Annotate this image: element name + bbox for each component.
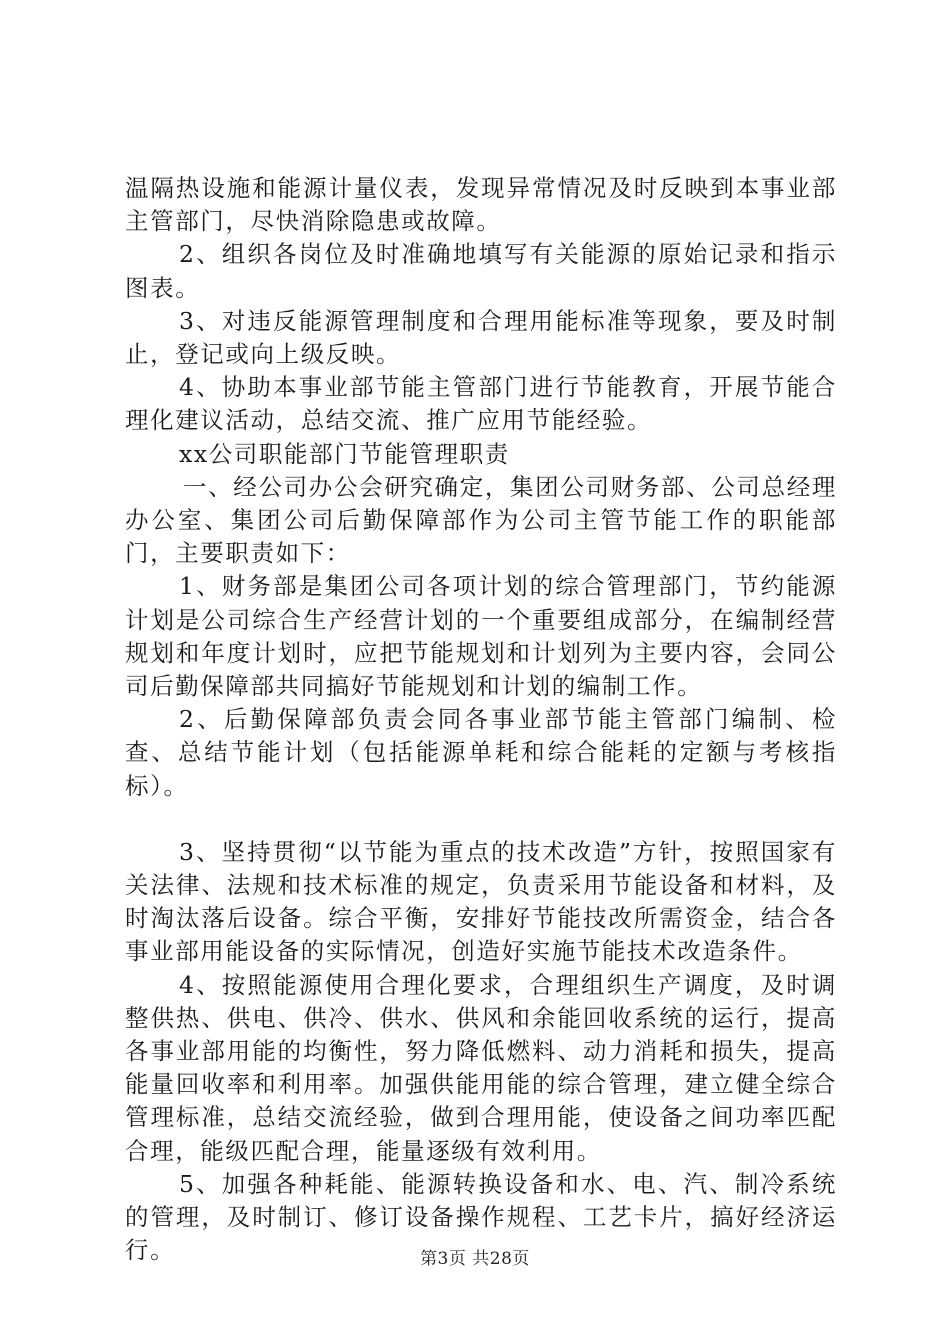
paragraph-item-3: 3、对违反能源管理制度和合理用能标准等现象，要及时制止，登记或向上级反映。 xyxy=(125,306,837,369)
paragraph-continuation: 温隔热设施和能源计量仪表，发现异常情况及时反映到本事业部主管部门，尽快消除隐患或故障。 xyxy=(125,174,837,236)
paragraph-section-intro: 一、经公司办公会研究确定，集团公司财务部、公司总经理办公室、集团公司后勤保障部作为公司主管节能工作的职能部门，主要职责如下： xyxy=(125,472,837,568)
paragraph-item-4: 4、协助本事业部节能主管部门进行节能教育，开展节能合理化建议活动，总结交流、推广应用节能经验。 xyxy=(125,373,837,435)
document-body xyxy=(125,172,837,1268)
paragraph-item-2: 2、组织各岗位及时准确地填写有关能源的原始记录和指示图表。 xyxy=(125,240,837,302)
page-number-footer: 第3页 共28页 xyxy=(420,1249,530,1269)
paragraph-duty-1: 1、财务部是集团公司各项计划的综合管理部门，节约能源计划是公司综合生产经营计划的一个重要组成部分，在编制经营规划和年度计划时，应把节能规划和计划列为主要内容，会同公司后勤保障部共同搞好节能规划和计划的编制工作。 xyxy=(125,572,837,701)
section-heading: xx公司职能部门节能管理职责 xyxy=(179,439,510,468)
paragraph-duty-3: 3、坚持贯彻“以节能为重点的技术改造”方针，按照国家有关法律、法规和技术标准的规定，负责采用节能设备和材料，及时淘汰落后设备。综合平衡，安排好节能技改所需资金，结合各事业部用能设备的实际情况，创造好实施节能技术改造条件。 xyxy=(125,837,837,966)
paragraph-duty-4: 4、按照能源使用合理化要求，合理组织生产调度，及时调整供热、供电、供冷、供水、供风和余能回收系统的运行，提高各事业部用能的均衡性，努力降低燃料、动力消耗和损失，提高能量回收率和利用率。加强供能用能的综合管理，建立健全综合管理标准，总结交流经验，做到合理用能，使设备之间功率匹配合理，能级匹配合理，能量逐级有效利用。 xyxy=(125,970,837,1165)
paragraph-duty-5: 5、加强各种耗能、能源转换设备和水、电、汽、制冷系统的管理，及时制订、修订设备操作规程、工艺卡片，搞好经济运行。 xyxy=(125,1169,837,1265)
paragraph-duty-2: 2、后勤保障部负责会同各事业部节能主管部门编制、检查、总结节能计划（包括能源单耗和综合能耗的定额与考核指标）。 xyxy=(125,705,837,800)
paragraph-gap xyxy=(125,803,837,836)
